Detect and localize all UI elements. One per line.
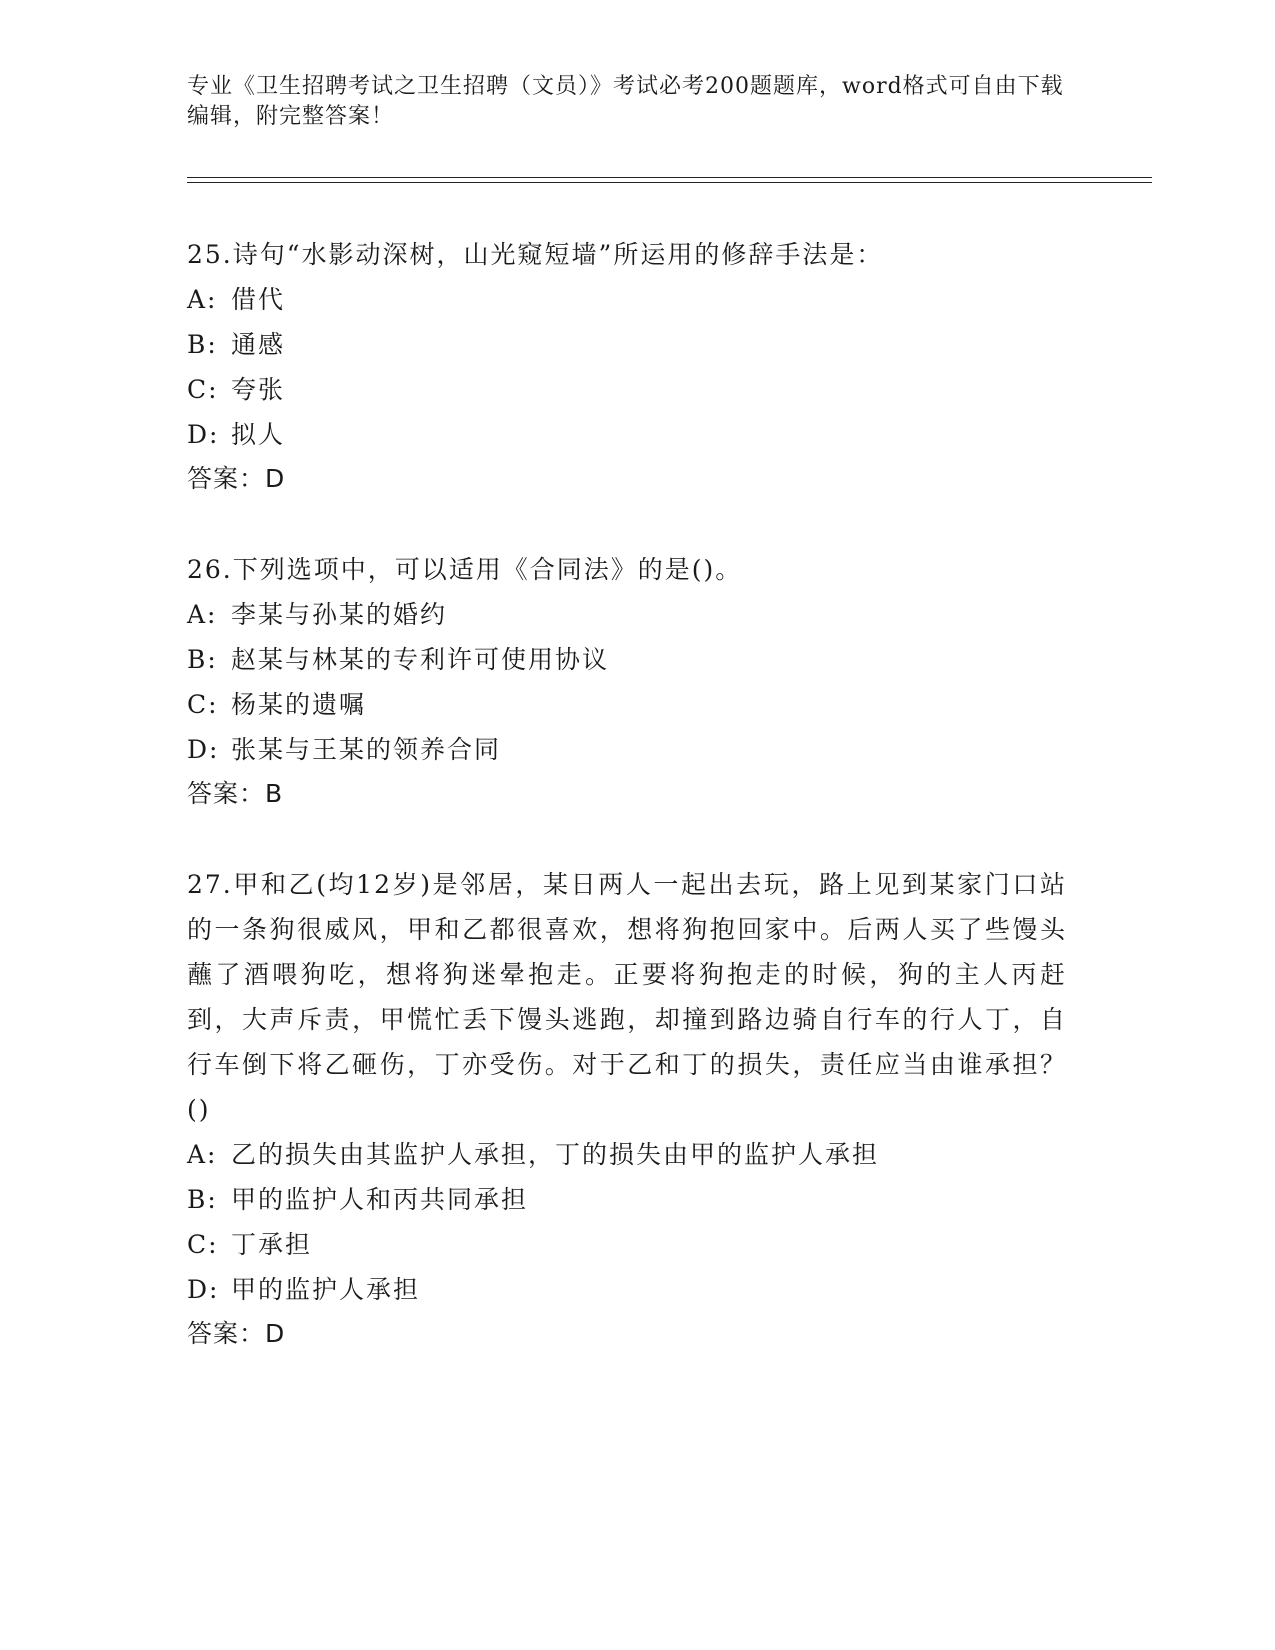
- option-key: B:: [187, 330, 218, 359]
- option-a: [187, 592, 1067, 637]
- option-a: [187, 277, 1067, 322]
- option-text: 丁承担: [231, 1230, 313, 1259]
- option-b: [187, 637, 1067, 682]
- question-stem: 26.下列选项中，可以适用《合同法》的是()。: [187, 555, 743, 584]
- option-text: 杨某的遗嘱: [231, 690, 367, 719]
- option-c: [187, 367, 1067, 412]
- question-stem: 27.甲和乙(均12岁)是邻居，某日两人一起出去玩，路上见到某家门口站的一条狗很威风，甲和乙都很喜欢，想将狗抱回家中。后两人买了些馒头蘸了酒喂狗吃，想将狗迷晕抱走。正要将狗抱走的时候，狗的主人丙赶到，大声斥责，甲慌忙丢下馒头逃跑，却撞到路边骑自行车的行人丁，自行车倒下将乙砸伤，丁亦受伤。对于乙和丁的损失，责任应当由谁承担？(): [187, 870, 1067, 1124]
- option-key: D:: [187, 420, 220, 449]
- question-list: [187, 232, 1067, 1402]
- option-c: [187, 1222, 1067, 1267]
- option-key: B:: [187, 645, 218, 674]
- option-a: [187, 1132, 1067, 1177]
- option-key: C:: [187, 1230, 219, 1259]
- option-text: 拟人: [231, 420, 286, 449]
- option-key: C:: [187, 690, 219, 719]
- answer-line: 答案：D: [187, 1319, 286, 1348]
- document-header: 专业《卫生招聘考试之卫生招聘（文员）》考试必考200题题库，word格式可自由下载编辑，附完整答案！: [187, 74, 1064, 129]
- answer-line: 答案：B: [187, 779, 284, 808]
- option-text: 赵某与林某的专利许可使用协议: [231, 645, 610, 674]
- option-d: [187, 727, 1067, 772]
- header-divider-bottom: [187, 182, 1152, 183]
- question-26: [187, 547, 1067, 815]
- option-text: 张某与王某的领养合同: [231, 735, 502, 764]
- option-d: [187, 412, 1067, 457]
- option-c: [187, 682, 1067, 727]
- option-text: 通感: [231, 330, 286, 359]
- question-27: [187, 862, 1067, 1355]
- option-d: [187, 1267, 1067, 1312]
- option-text: 乙的损失由其监护人承担，丁的损失由甲的监护人承担: [231, 1140, 880, 1169]
- option-key: C:: [187, 375, 219, 404]
- option-b: [187, 1177, 1067, 1222]
- option-key: A:: [187, 285, 218, 314]
- question-stem: 25.诗句“水影动深树，山光窥短墙”所运用的修辞手法是：: [187, 240, 884, 269]
- option-text: 甲的监护人承担: [231, 1275, 421, 1304]
- header-divider-top: [187, 177, 1152, 178]
- option-key: D:: [187, 1275, 220, 1304]
- option-key: A:: [187, 600, 218, 629]
- option-key: A:: [187, 1140, 218, 1169]
- question-25: [187, 232, 1067, 500]
- option-b: [187, 322, 1067, 367]
- option-text: 李某与孙某的婚约: [231, 600, 448, 629]
- option-key: D:: [187, 735, 220, 764]
- option-text: 借代: [231, 285, 286, 314]
- option-text: 夸张: [231, 375, 286, 404]
- option-text: 甲的监护人和丙共同承担: [231, 1185, 529, 1214]
- answer-line: 答案：D: [187, 464, 286, 493]
- option-key: B:: [187, 1185, 218, 1214]
